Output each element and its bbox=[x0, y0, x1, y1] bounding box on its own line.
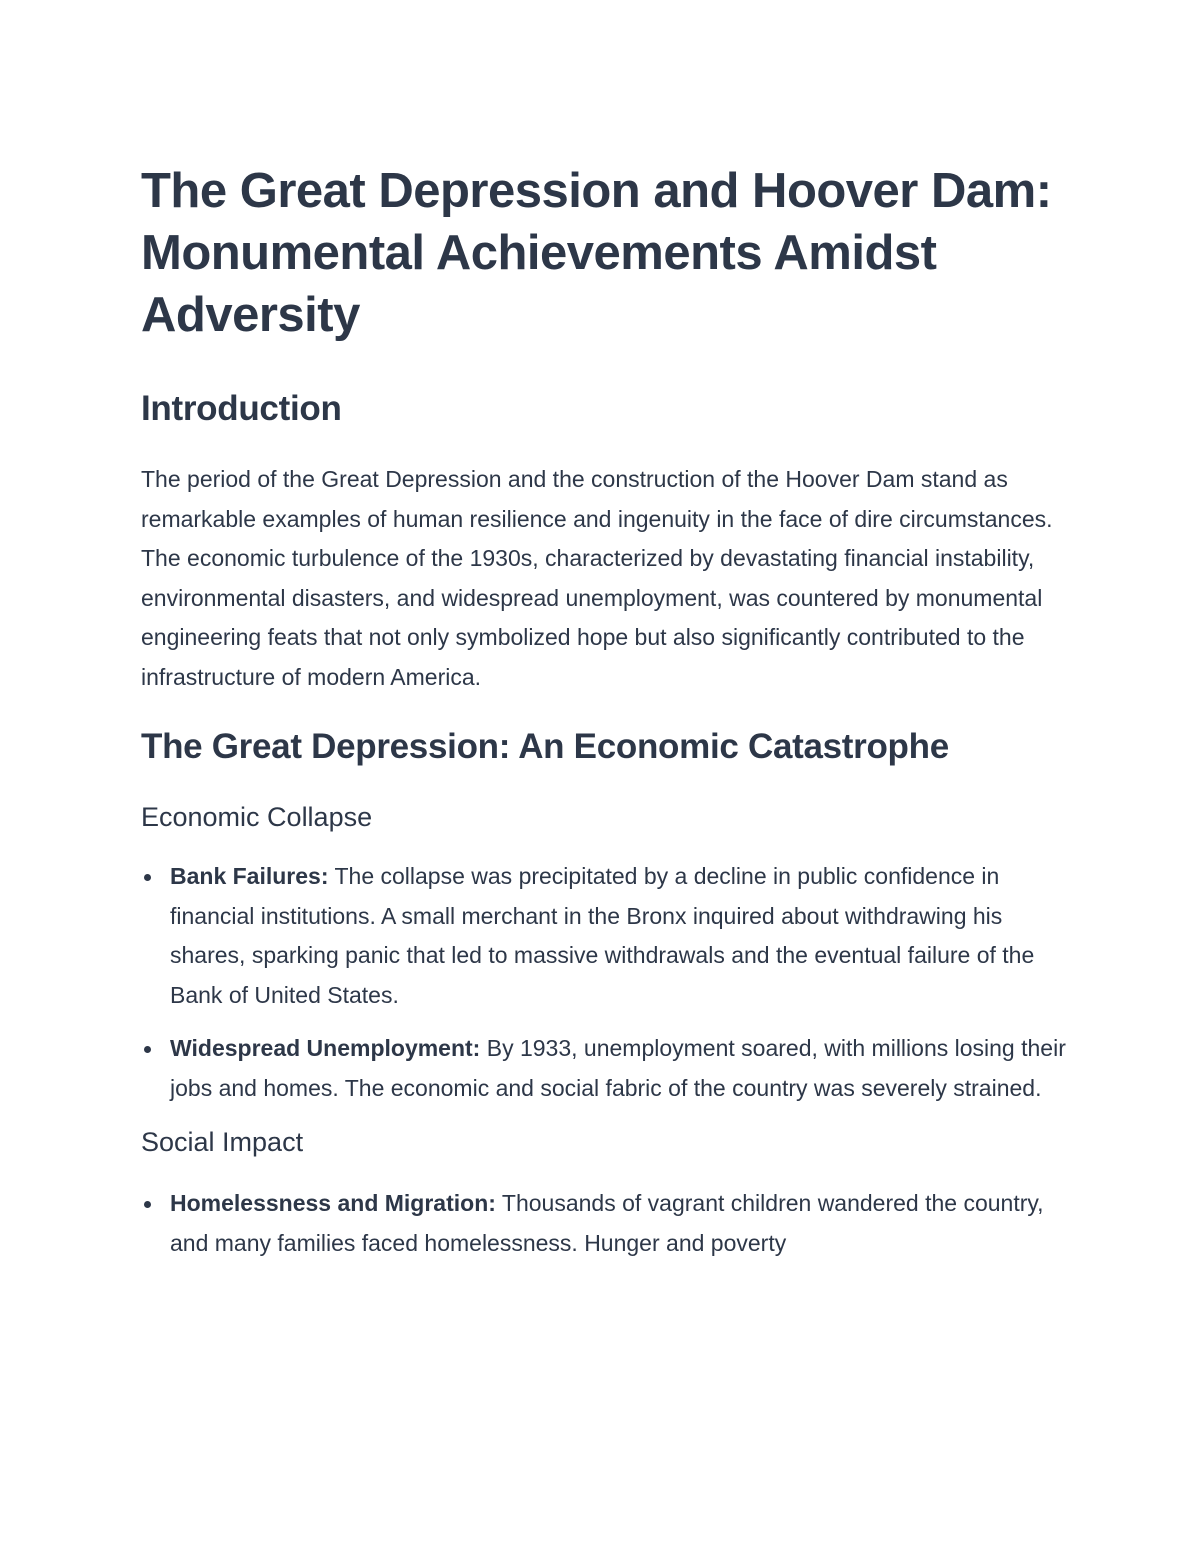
list-item-text: The collapse was precipitated by a decline in public confidence in financial institutions. A small merchant in the Bronx inquired about withdrawing his shares, sparking panic that led to massive withdrawals and the eventual failure of the Bank of United States. bbox=[170, 863, 1035, 1008]
list-item-label: Homelessness and Migration: bbox=[170, 1190, 496, 1216]
list-item bbox=[141, 857, 1071, 1015]
document-title: The Great Depression and Hoover Dam: Monumental Achievements Amidst Adversity bbox=[141, 164, 1052, 342]
list-item-label: Bank Failures: bbox=[170, 863, 329, 889]
list-item-label: Widespread Unemployment: bbox=[170, 1035, 481, 1061]
social-impact-list bbox=[141, 1184, 1071, 1263]
list-item bbox=[141, 1029, 1071, 1108]
economic-collapse-list bbox=[141, 857, 1071, 1108]
document-page bbox=[141, 160, 1071, 1263]
introduction-paragraph: The period of the Great Depression and the construction of the Hoover Dam stand as remarkable examples of human resilience and ingenuity in the face of dire circumstances. The economic turbulence of the 1930s, characterized by devastating financial instability, environmental disasters, and widespread unemployment, was countered by monumental engineering feats that not only symbolized hope but also significantly contributed to the infrastructure of modern America. bbox=[141, 466, 1053, 690]
economic-collapse-heading: Economic Collapse bbox=[141, 802, 373, 832]
list-item-text: Thousands of vagrant children wandered the country, and many families faced homelessness. Hunger and poverty bbox=[170, 1190, 1044, 1256]
social-impact-heading: Social Impact bbox=[141, 1127, 304, 1157]
list-item-text: By 1933, unemployment soared, with millions losing their jobs and homes. The economic and social fabric of the country was severely strained. bbox=[170, 1035, 1066, 1101]
great-depression-heading: The Great Depression: An Economic Catastrophe bbox=[141, 727, 949, 766]
introduction-heading: Introduction bbox=[141, 389, 342, 428]
list-item bbox=[141, 1184, 1071, 1263]
